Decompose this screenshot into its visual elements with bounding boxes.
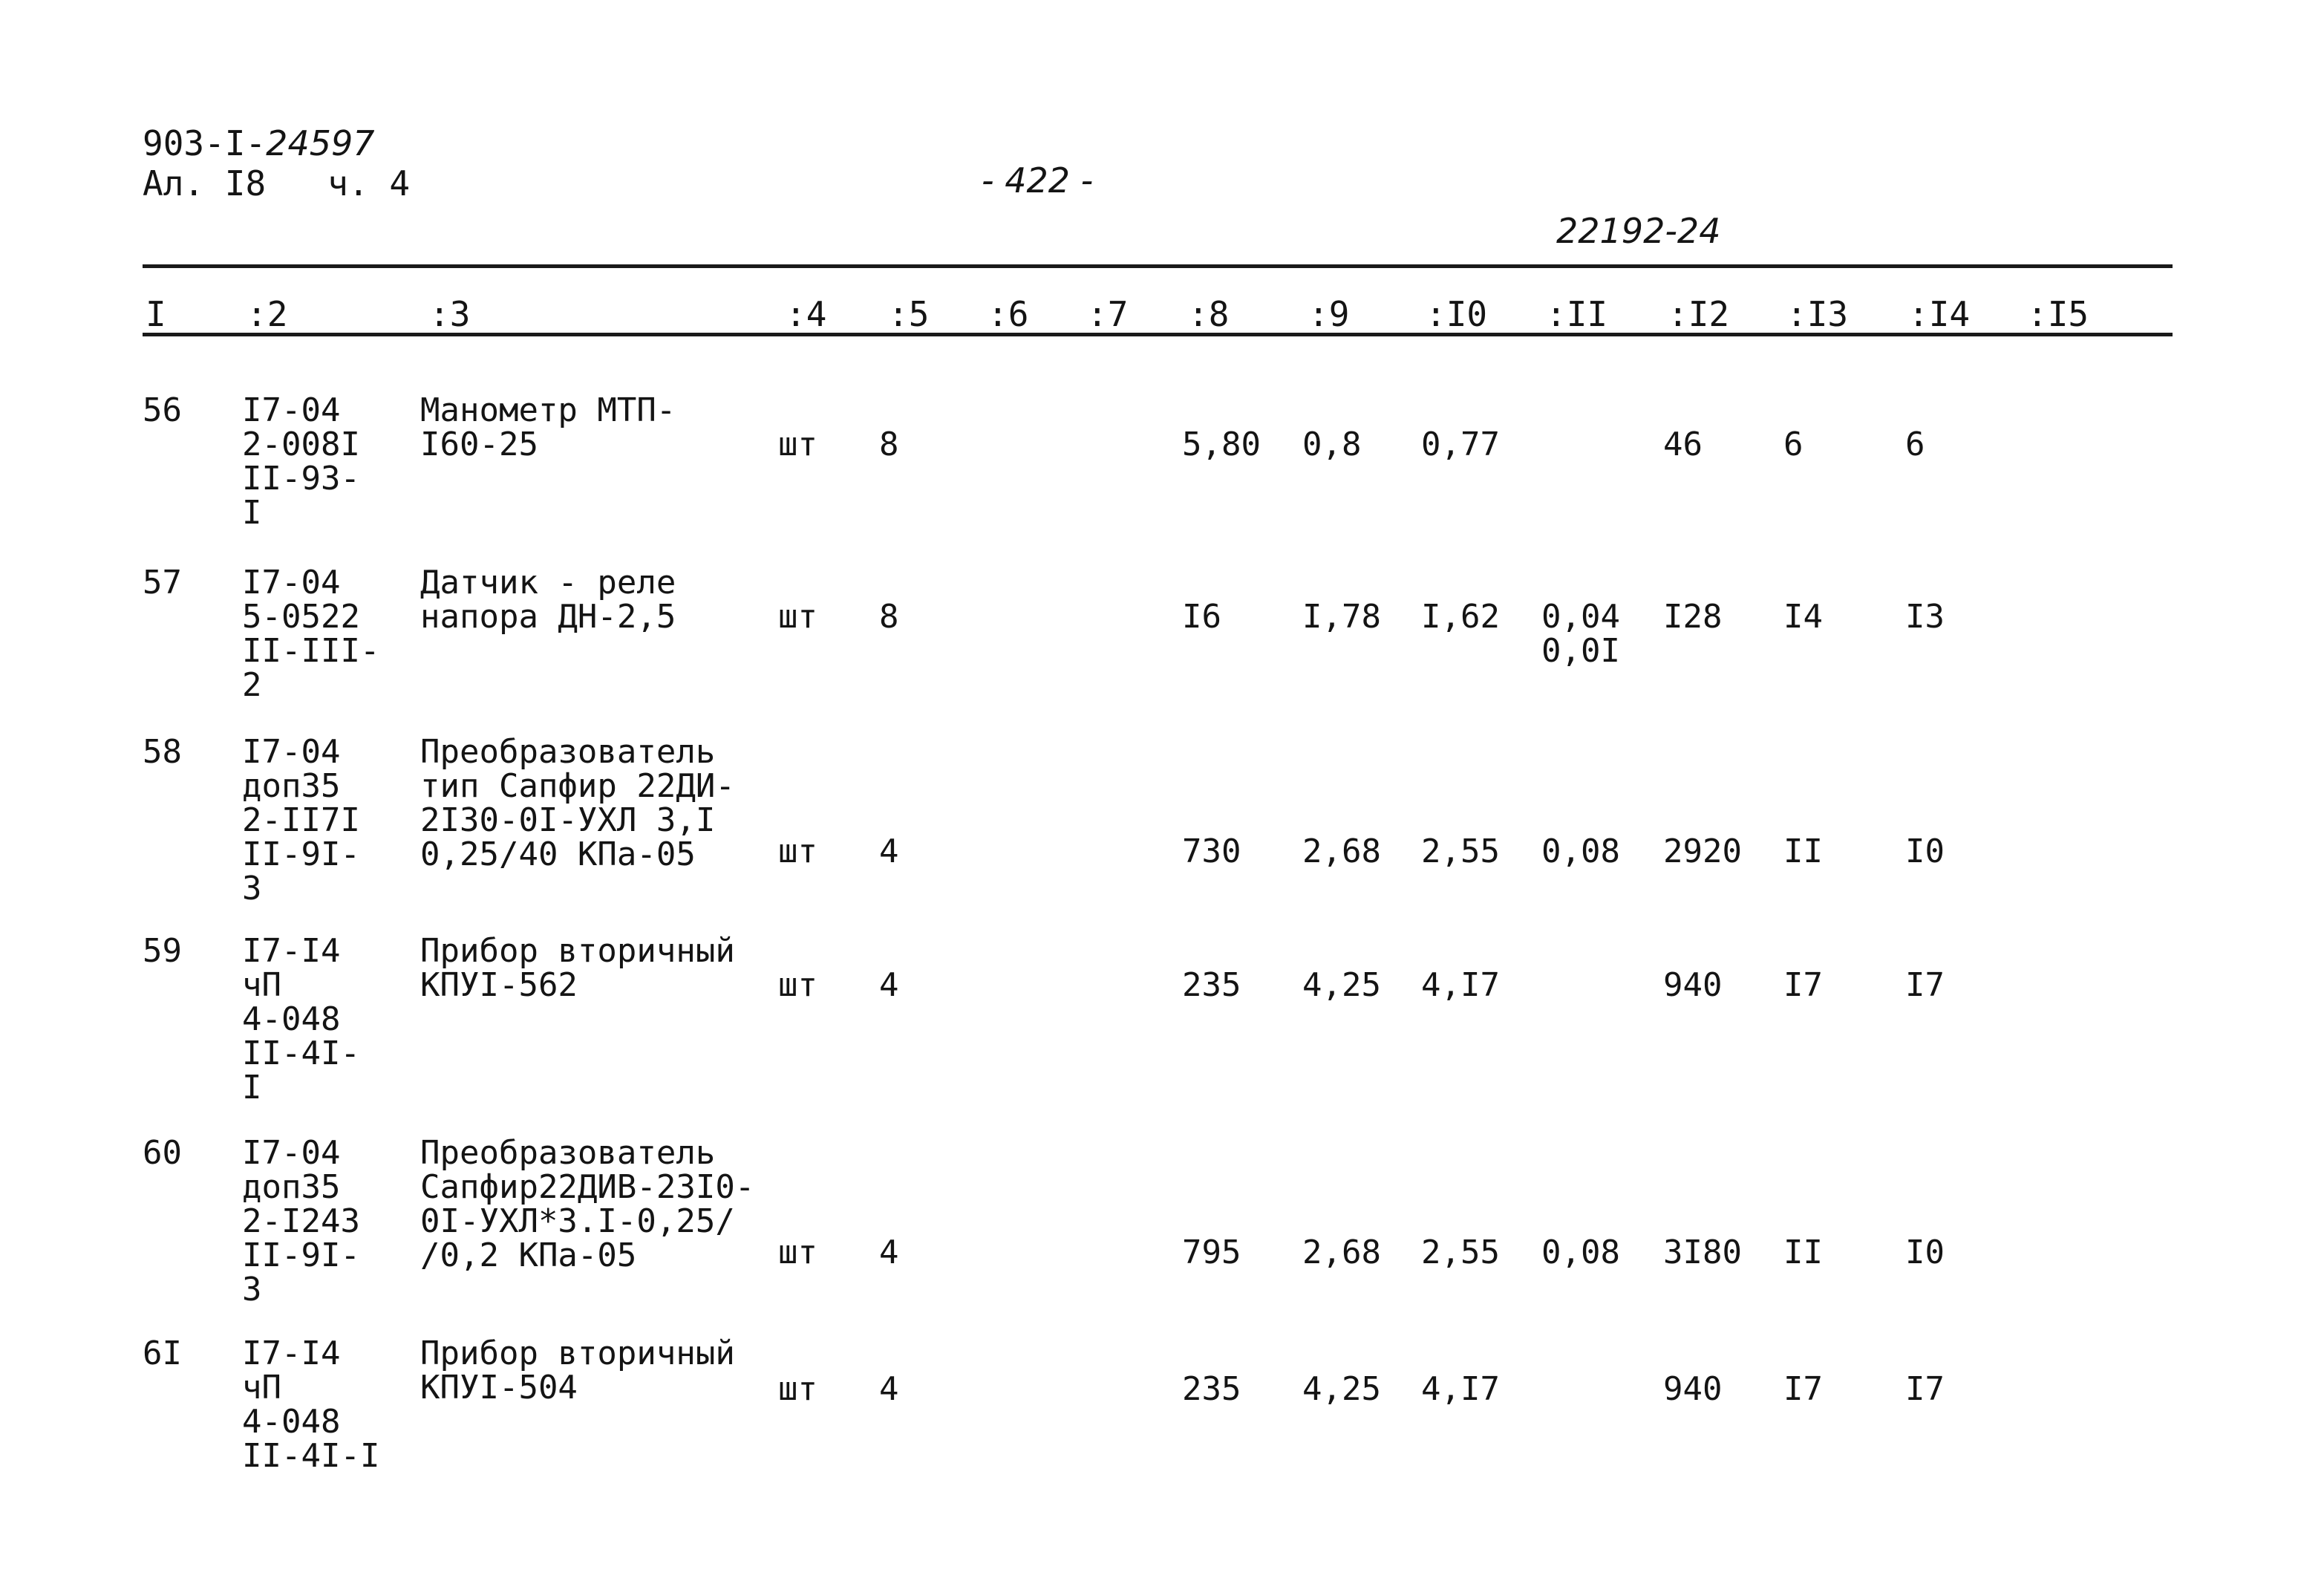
document-number-printed: 903-I- bbox=[143, 123, 267, 163]
value-col-8: 730 bbox=[1182, 832, 1241, 870]
row-number: 58 bbox=[143, 733, 182, 771]
rate-code: I7-04 доп35 2-II7I II-9I- 3 bbox=[242, 733, 360, 907]
quantity: 4 bbox=[879, 1370, 899, 1408]
quantity: 8 bbox=[879, 598, 899, 636]
value-col-9: 4,25 bbox=[1302, 966, 1381, 1004]
unit: шт bbox=[778, 966, 817, 1004]
column-header-7: :7 bbox=[1087, 294, 1129, 334]
value-col-12: 2920 bbox=[1663, 832, 1742, 870]
rate-code: I7-I4 чП 4-048 II-4I- I bbox=[242, 932, 360, 1107]
column-header-5: :5 bbox=[888, 294, 930, 334]
value-col-8: 795 bbox=[1182, 1234, 1241, 1271]
value-col-10: 4,I7 bbox=[1421, 1370, 1500, 1408]
value-col-9: 2,68 bbox=[1302, 1234, 1381, 1271]
page-number: - 422 - bbox=[982, 160, 1094, 201]
quantity: 8 bbox=[879, 426, 899, 463]
value-col-13: 6 bbox=[1783, 426, 1804, 463]
unit: шт bbox=[778, 598, 817, 636]
document-number-handwritten: 24597 bbox=[266, 123, 375, 163]
column-header-1: I bbox=[146, 294, 166, 334]
row-number: 59 bbox=[143, 932, 182, 970]
column-header-4: :4 bbox=[786, 294, 827, 334]
handwritten-code: 22192-24 bbox=[1556, 211, 1721, 251]
rate-code: I7-04 доп35 2-I243 II-9I- 3 bbox=[242, 1134, 360, 1309]
value-col-13: I7 bbox=[1783, 1370, 1823, 1408]
value-col-8: 235 bbox=[1182, 1370, 1241, 1408]
value-col-9: 0,8 bbox=[1302, 426, 1362, 463]
value-col-13: II bbox=[1783, 1234, 1823, 1271]
quantity: 4 bbox=[879, 1234, 899, 1271]
item-name: Прибор вторичный КПУI-562 bbox=[420, 932, 735, 1004]
row-number: 60 bbox=[143, 1134, 182, 1172]
item-name: Прибор вторичный КПУI-504 bbox=[420, 1335, 735, 1407]
value-col-9: I,78 bbox=[1302, 598, 1381, 636]
column-header-10: :I0 bbox=[1426, 294, 1488, 334]
value-col-13: II bbox=[1783, 832, 1823, 870]
value-col-14: 6 bbox=[1905, 426, 1925, 463]
value-col-14: I7 bbox=[1905, 1370, 1945, 1408]
value-col-8: 5,80 bbox=[1182, 426, 1261, 463]
value-col-10: 4,I7 bbox=[1421, 966, 1500, 1004]
value-col-14: I0 bbox=[1905, 1234, 1945, 1271]
unit: шт bbox=[778, 832, 817, 870]
value-col-11: 0,04 0,0I bbox=[1541, 598, 1620, 670]
unit: шт bbox=[778, 426, 817, 463]
value-col-14: I7 bbox=[1905, 966, 1945, 1004]
value-col-10: I,62 bbox=[1421, 598, 1500, 636]
value-col-13: I4 bbox=[1783, 598, 1823, 636]
item-name: Преобразователь тип Сапфир 22ДИ- 2I30-0I-УХЛ 3,I 0,25/40 КПа-05 bbox=[420, 733, 735, 873]
column-header-3: :3 bbox=[429, 294, 471, 334]
table-top-rule bbox=[143, 264, 2173, 268]
column-header-15: :I5 bbox=[2027, 294, 2089, 334]
column-header-9: :9 bbox=[1308, 294, 1350, 334]
document-number bbox=[143, 125, 375, 162]
column-header-6: :6 bbox=[988, 294, 1029, 334]
value-col-12: 3I80 bbox=[1663, 1234, 1742, 1271]
value-col-12: 940 bbox=[1663, 1370, 1723, 1408]
value-col-12: 46 bbox=[1663, 426, 1703, 463]
item-name: Манометр МТП- I60-25 bbox=[420, 391, 676, 463]
column-header-14: :I4 bbox=[1908, 294, 1971, 334]
quantity: 4 bbox=[879, 832, 899, 870]
column-header-2: :2 bbox=[247, 294, 288, 334]
rate-code: I7-04 5-0522 II-III- 2 bbox=[242, 564, 380, 704]
value-col-11: 0,08 bbox=[1541, 1234, 1620, 1271]
value-col-12: 940 bbox=[1663, 966, 1723, 1004]
value-col-13: I7 bbox=[1783, 966, 1823, 1004]
unit: шт bbox=[778, 1234, 817, 1271]
value-col-14: I0 bbox=[1905, 832, 1945, 870]
value-col-8: 235 bbox=[1182, 966, 1241, 1004]
unit: шт bbox=[778, 1370, 817, 1408]
row-number: 57 bbox=[143, 564, 182, 602]
column-header-11: :II bbox=[1546, 294, 1608, 334]
value-col-14: I3 bbox=[1905, 598, 1945, 636]
value-col-10: 2,55 bbox=[1421, 832, 1500, 870]
value-col-8: I6 bbox=[1182, 598, 1221, 636]
value-col-9: 4,25 bbox=[1302, 1370, 1381, 1408]
value-col-10: 2,55 bbox=[1421, 1234, 1500, 1271]
column-header-8: :8 bbox=[1188, 294, 1230, 334]
quantity: 4 bbox=[879, 966, 899, 1004]
album-part-line: Ал. I8 ч. 4 bbox=[143, 163, 411, 203]
item-name: Датчик - реле напора ДН-2,5 bbox=[420, 564, 676, 636]
column-header-13: :I3 bbox=[1786, 294, 1849, 334]
value-col-9: 2,68 bbox=[1302, 832, 1381, 870]
value-col-12: I28 bbox=[1663, 598, 1723, 636]
rate-code: I7-04 2-008I II-93- I bbox=[242, 391, 360, 532]
value-col-11: 0,08 bbox=[1541, 832, 1620, 870]
column-header-12: :I2 bbox=[1668, 294, 1730, 334]
row-number: 6I bbox=[143, 1335, 182, 1372]
row-number: 56 bbox=[143, 391, 182, 429]
rate-code: I7-I4 чП 4-048 II-4I-I bbox=[242, 1335, 380, 1475]
value-col-10: 0,77 bbox=[1421, 426, 1500, 463]
item-name: Преобразователь Сапфир22ДИВ-23I0- 0I-УХЛ*3.I-0,25/ /0,2 КПа-05 bbox=[420, 1134, 755, 1274]
